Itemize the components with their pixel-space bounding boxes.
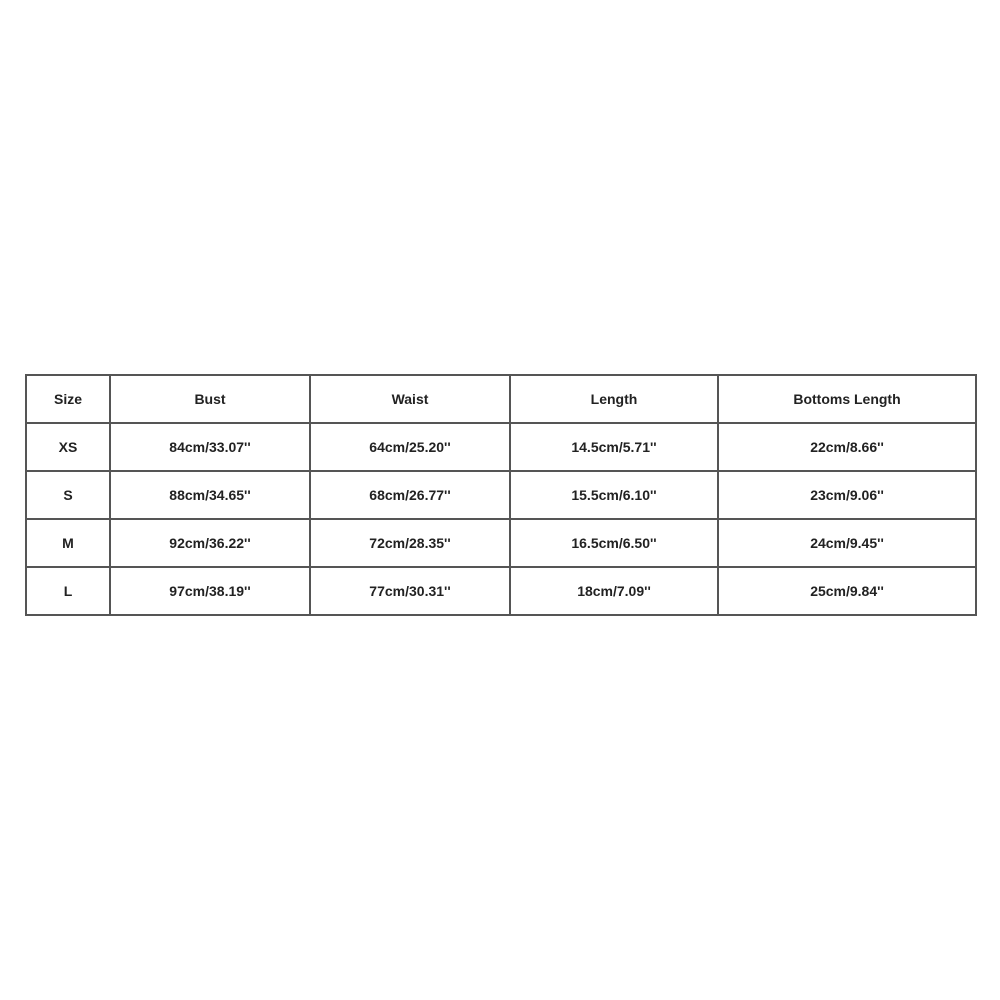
table-row: [26, 567, 976, 615]
cell-size: L: [26, 567, 110, 615]
header-waist: Waist: [310, 375, 510, 423]
cell-length: 18cm/7.09'': [510, 567, 718, 615]
cell-size: M: [26, 519, 110, 567]
table-row: [26, 471, 976, 519]
table-row: [26, 519, 976, 567]
cell-length: 16.5cm/6.50'': [510, 519, 718, 567]
cell-waist: 77cm/30.31'': [310, 567, 510, 615]
cell-bottoms-length: 23cm/9.06'': [718, 471, 976, 519]
cell-bust: 92cm/36.22'': [110, 519, 310, 567]
cell-bottoms-length: 24cm/9.45'': [718, 519, 976, 567]
cell-bust: 88cm/34.65'': [110, 471, 310, 519]
cell-bottoms-length: 25cm/9.84'': [718, 567, 976, 615]
cell-bust: 84cm/33.07'': [110, 423, 310, 471]
header-row: [26, 375, 976, 423]
table-row: [26, 423, 976, 471]
cell-length: 15.5cm/6.10'': [510, 471, 718, 519]
cell-size: XS: [26, 423, 110, 471]
header-size: Size: [26, 375, 110, 423]
cell-waist: 68cm/26.77'': [310, 471, 510, 519]
cell-bust: 97cm/38.19'': [110, 567, 310, 615]
cell-waist: 72cm/28.35'': [310, 519, 510, 567]
cell-bottoms-length: 22cm/8.66'': [718, 423, 976, 471]
header-length: Length: [510, 375, 718, 423]
header-bottoms-length: Bottoms Length: [718, 375, 976, 423]
header-bust: Bust: [110, 375, 310, 423]
size-chart-table: [25, 374, 977, 616]
cell-size: S: [26, 471, 110, 519]
cell-length: 14.5cm/5.71'': [510, 423, 718, 471]
cell-waist: 64cm/25.20'': [310, 423, 510, 471]
